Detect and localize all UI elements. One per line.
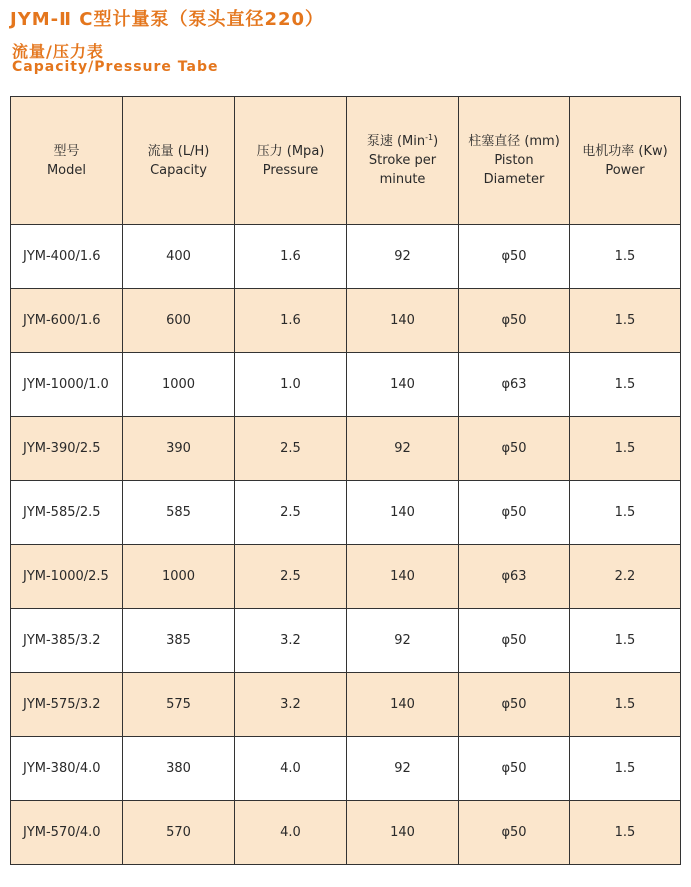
capacity-cell: 575 bbox=[123, 673, 235, 737]
model-cell: JYM-570/4.0 bbox=[11, 801, 123, 865]
stroke-cell: 140 bbox=[347, 673, 459, 737]
header-power-cn: 电机功率 (Kw) bbox=[582, 143, 668, 159]
pressure-cell: 1.0 bbox=[235, 353, 347, 417]
capacity-cell: 1000 bbox=[123, 545, 235, 609]
header-pressure-cn: 压力 (Mpa) bbox=[256, 143, 325, 159]
power-cell: 1.5 bbox=[570, 801, 681, 865]
piston-cell: φ50 bbox=[459, 801, 570, 865]
capacity-pressure-table bbox=[10, 96, 681, 865]
header-stroke-cn bbox=[347, 132, 458, 151]
header-piston-en1: Piston bbox=[494, 153, 534, 168]
stroke-cell: 140 bbox=[347, 353, 459, 417]
capacity-cell: 585 bbox=[123, 481, 235, 545]
table-row bbox=[11, 225, 681, 289]
pressure-cell: 1.6 bbox=[235, 289, 347, 353]
header-capacity-cn: 流量 (L/H) bbox=[147, 143, 210, 159]
capacity-cell: 570 bbox=[123, 801, 235, 865]
header-piston-cn: 柱塞直径 (mm) bbox=[468, 134, 560, 149]
power-cell: 1.5 bbox=[570, 225, 681, 289]
header-stroke-cn-text: 泵速 (Min bbox=[366, 134, 426, 149]
header-pressure-en: Pressure bbox=[262, 162, 319, 178]
stroke-cell: 92 bbox=[347, 417, 459, 481]
model-cell: JYM-1000/1.0 bbox=[11, 353, 123, 417]
table-row bbox=[11, 481, 681, 545]
table-row bbox=[11, 353, 681, 417]
pressure-cell: 2.5 bbox=[235, 545, 347, 609]
piston-cell: φ63 bbox=[459, 545, 570, 609]
table-row bbox=[11, 289, 681, 353]
capacity-cell: 385 bbox=[123, 609, 235, 673]
table-row bbox=[11, 801, 681, 865]
piston-cell: φ50 bbox=[459, 417, 570, 481]
power-cell: 1.5 bbox=[570, 673, 681, 737]
header-stroke-en2: minute bbox=[379, 172, 426, 187]
header-capacity-en: Capacity bbox=[150, 162, 207, 178]
pressure-cell: 1.6 bbox=[235, 225, 347, 289]
pressure-cell: 3.2 bbox=[235, 673, 347, 737]
header-piston bbox=[459, 97, 570, 225]
table-title-cn: 流量/压力表 bbox=[12, 42, 104, 61]
header-model-cn: 型号 bbox=[53, 143, 80, 159]
power-cell: 1.5 bbox=[570, 737, 681, 801]
piston-cell: φ50 bbox=[459, 289, 570, 353]
capacity-cell: 390 bbox=[123, 417, 235, 481]
header-power-en: Power bbox=[605, 162, 645, 178]
power-cell: 1.5 bbox=[570, 417, 681, 481]
pressure-cell: 3.2 bbox=[235, 609, 347, 673]
capacity-cell: 380 bbox=[123, 737, 235, 801]
header-piston-en2: Diameter bbox=[483, 172, 545, 187]
power-cell: 1.5 bbox=[570, 353, 681, 417]
stroke-cell: 140 bbox=[347, 289, 459, 353]
stroke-cell: 92 bbox=[347, 609, 459, 673]
table-row bbox=[11, 673, 681, 737]
capacity-cell: 1000 bbox=[123, 353, 235, 417]
table-header-row bbox=[11, 97, 681, 225]
table-row bbox=[11, 417, 681, 481]
pressure-cell: 4.0 bbox=[235, 737, 347, 801]
header-stroke bbox=[347, 97, 459, 225]
model-cell: JYM-1000/2.5 bbox=[11, 545, 123, 609]
stroke-cell: 140 bbox=[347, 545, 459, 609]
power-cell: 1.5 bbox=[570, 289, 681, 353]
stroke-cell: 140 bbox=[347, 801, 459, 865]
piston-cell: φ63 bbox=[459, 353, 570, 417]
model-cell: JYM-400/1.6 bbox=[11, 225, 123, 289]
header-stroke-cn-end: ) bbox=[433, 134, 439, 149]
pressure-cell: 2.5 bbox=[235, 417, 347, 481]
piston-cell: φ50 bbox=[459, 737, 570, 801]
pressure-cell: 2.5 bbox=[235, 481, 347, 545]
table-title-en: Capacity/Pressure Tabe bbox=[12, 59, 219, 75]
capacity-cell: 600 bbox=[123, 289, 235, 353]
pressure-cell: 4.0 bbox=[235, 801, 347, 865]
stroke-cell: 92 bbox=[347, 225, 459, 289]
header-stroke-en1: Stroke per bbox=[368, 153, 437, 168]
piston-cell: φ50 bbox=[459, 673, 570, 737]
piston-cell: φ50 bbox=[459, 481, 570, 545]
table-row bbox=[11, 737, 681, 801]
power-cell: 1.5 bbox=[570, 481, 681, 545]
model-cell: JYM-390/2.5 bbox=[11, 417, 123, 481]
table-row bbox=[11, 545, 681, 609]
header-capacity bbox=[123, 97, 235, 225]
header-model-en: Model bbox=[46, 162, 87, 178]
header-power bbox=[570, 97, 681, 225]
stroke-cell: 92 bbox=[347, 737, 459, 801]
model-cell: JYM-385/3.2 bbox=[11, 609, 123, 673]
header-model bbox=[11, 97, 123, 225]
model-cell: JYM-380/4.0 bbox=[11, 737, 123, 801]
model-cell: JYM-600/1.6 bbox=[11, 289, 123, 353]
capacity-cell: 400 bbox=[123, 225, 235, 289]
table-row bbox=[11, 609, 681, 673]
header-stroke-cn-sup: -1 bbox=[425, 133, 434, 142]
header-pressure bbox=[235, 97, 347, 225]
model-cell: JYM-585/2.5 bbox=[11, 481, 123, 545]
stroke-cell: 140 bbox=[347, 481, 459, 545]
power-cell: 2.2 bbox=[570, 545, 681, 609]
power-cell: 1.5 bbox=[570, 609, 681, 673]
model-cell: JYM-575/3.2 bbox=[11, 673, 123, 737]
table-body bbox=[11, 225, 681, 865]
page-title: JYM-Ⅱ C型计量泵（泵头直径220） bbox=[10, 9, 325, 30]
piston-cell: φ50 bbox=[459, 609, 570, 673]
piston-cell: φ50 bbox=[459, 225, 570, 289]
